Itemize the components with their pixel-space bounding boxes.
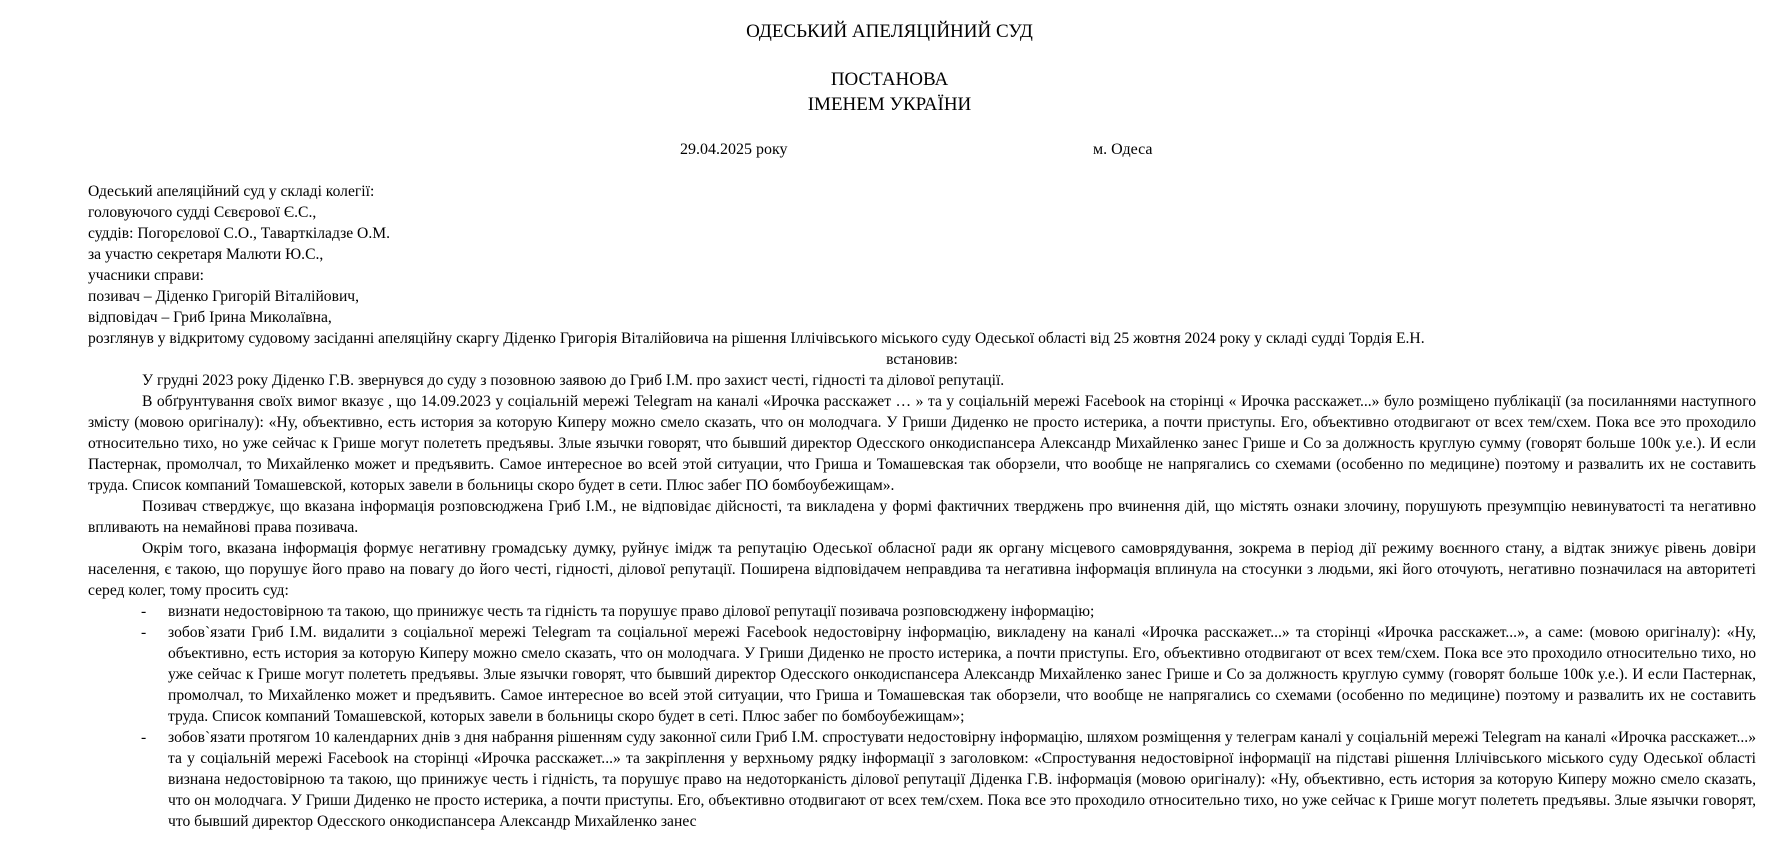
composition-line: позивач – Діденко Григорій Віталійович,	[88, 288, 360, 305]
body-paragraph: Позивач стверджує, що вказана інформація розповсюджена Гриб І.М., не відповідає дійсності, та викладена у формі фактичних тверджень про вчинення дій, що містять ознаки злочину, порушують презумпцію невинуватості та негативно впливають на немайнові права позивача.	[88, 498, 1756, 536]
composition-line: відповідач – Гриб Ірина Миколаївна,	[88, 309, 332, 326]
body-paragraph: У грудні 2023 року Діденко Г.В. звернувся до суду з позовною заявою до Гриб І.М. про захист честі, гідності та ділової репутації.	[142, 372, 1005, 389]
established-heading: встановив:	[886, 351, 958, 368]
list-item	[88, 601, 1756, 622]
document-type: ПОСТАНОВА	[830, 69, 949, 90]
composition-line: Одеський апеляційний суд у складі колегії:	[88, 183, 375, 200]
list-item-text: визнати недостовірною та такою, що принижує честь та гідність та порушує право ділової репутації позивача розповсюджену інформацію;	[168, 603, 1095, 620]
list-item-text: зобов`язати Гриб І.М. видалити з соціальної мережі Telegram та соціальної мережі Facebook недостовірну інформацію, викладену на каналі «Ирочка расскажет...» та сторінці «Ирочка расскажет...», а саме: (мовою оригіналу): «Ну, объективно, есть история за которую Киперу можно смело сказать, что он молодчага. У Гриши Диденко не просто истерика, а почти приступы. Его, объективно отодвигают от всех тем/схем. Пока все это проходило относительно тихо, но уже сейчас к Грише могут полететь предъявы. Злые язычки говорят, что бывший директор Одесского онкодиспансера Александр Михайленко занес Грише и Со за должность круглую сумму (говорят больше 100к у.е.). И если Пастернак, промолчал, то Михайленко может и предъявить. Самое интересное во всей этой ситуации, что Гриша и Томашевская так оборзели, что вообще не напрягались со схемами (особенно по медицине) поэтому и развалить их не составить труда. Список компаний Томашевской, которых завели в больницы скоро будет в сеті. Плюс забег по бомбоубежищам»;	[168, 624, 1756, 725]
list-bullet: -	[141, 603, 147, 620]
list-item-text: зобов`язати протягом 10 календарних днів з дня набрання рішенням суду законної сили Гриб І.М. спростувати недостовірну інформацію, шляхом розміщення у телеграм каналі у соціальній мережі Telegram на каналі «Ирочка расскажет...» та у соціальній мережі Facebook на сторінці «Ирочка расскажет...» та закріплення у верхньому рядку інформації з заголовком: «Спростування недостовірної інформації на підставі рішення Іллічівського міського суду Одеської області визнана недостовірною та такою, що принижує честь і гідність, та порушує право на недоторканість ділової репутації Діденка Г.В. інформація (мовою оригіналу): «Ну, объективно, есть история за которую Киперу можно смело сказать, что он молодчага. У Гриши Диденко не просто истерика, а почти приступы. Его, объективно отодвигают от всех тем/схем. Пока все это проходило относительно тихо, но уже сейчас к Грише могут полететь предъявы. Злые язычки говорят, что бывший директор Одесского онкодиспансера Александр Михайленко занес	[168, 729, 1756, 830]
in-name-of-ukraine: ІМЕНЕМ УКРАЇНИ	[807, 94, 972, 115]
list-bullet: -	[141, 729, 147, 746]
composition-line: за участю секретаря Малюти Ю.С.,	[88, 246, 324, 263]
composition-line: суддів: Погорєлової С.О., Таварткіладзе О.М.	[88, 225, 390, 242]
body-paragraph: В обґрунтування своїх вимог вказує , що 14.09.2023 у соціальній мережі Telegram на каналі «Ирочка расскажет … » та у соціальній мережі Facebook на сторінці « Ирочка расскажет...» було розміщено публікації (за посиланнями наступного змісту (мовою оригіналу): «Ну, объективно, есть история за которую Киперу можно смело сказать, что он молодчага. У Гриши Диденко не просто истерика, а почти приступы. Его, объективно отодвигают от всех тем/схем. Пока все это проходило относительно тихо, но уже сейчас к Грише могут полететь предъявы. Злые язычки говорят, что бывший директор Одесского онкодиспансера Александр Михайленко занес Грише и Со за должность круглую сумму (говорят больше 100к у.е.). И если Пастернак, промолчал, то Михайленко может и предъявить. Самое интересное во всей этой ситуации, что Гриша и Томашевская так оборзели, что вообще не напрягались со схемами (особенно по медицине) поэтому и развалить их не составить труда. Список компаний Томашевской, которых завели в больницы скоро будет в сети. Плюс забег ПО бомбоубежищам».	[88, 393, 1756, 494]
document-body	[88, 181, 1756, 832]
list-item	[88, 622, 1756, 727]
composition-line: розглянув у відкритому судовому засіданні апеляційну скаргу Діденко Григорія Віталійовича на рішення Іллічівського міського суду Одеської області від 25 жовтня 2024 року у складі судді Тордія Е.Н.	[88, 330, 1425, 347]
claims-list	[88, 601, 1756, 832]
composition-line: головуючого судді Сєвєрової Є.С.,	[88, 204, 317, 221]
document-date: 29.04.2025 року	[680, 141, 788, 158]
list-item	[88, 727, 1756, 832]
court-name: ОДЕСЬКИЙ АПЕЛЯЦІЙНИЙ СУД	[746, 21, 1033, 42]
list-bullet: -	[141, 624, 147, 641]
body-paragraph: Окрім того, вказана інформація формує негативну громадську думку, руйнує імідж та репутацію Одеської обласної ради як органу місцевого самоврядування, зокрема в період дії режиму воєнного стану, а відтак знижує рівень довіри населення, є такою, що порушує його право на повагу до його честі, гідності, ділової репутації. Поширена відповідачем неправдива та негативна інформація вплинула на стосунки з людьми, які його оточують, негативно позначилася на авторитеті серед колег, тому просить суд:	[88, 540, 1756, 599]
composition-line: учасники справи:	[88, 267, 205, 284]
document-city: м. Одеса	[1093, 141, 1153, 158]
